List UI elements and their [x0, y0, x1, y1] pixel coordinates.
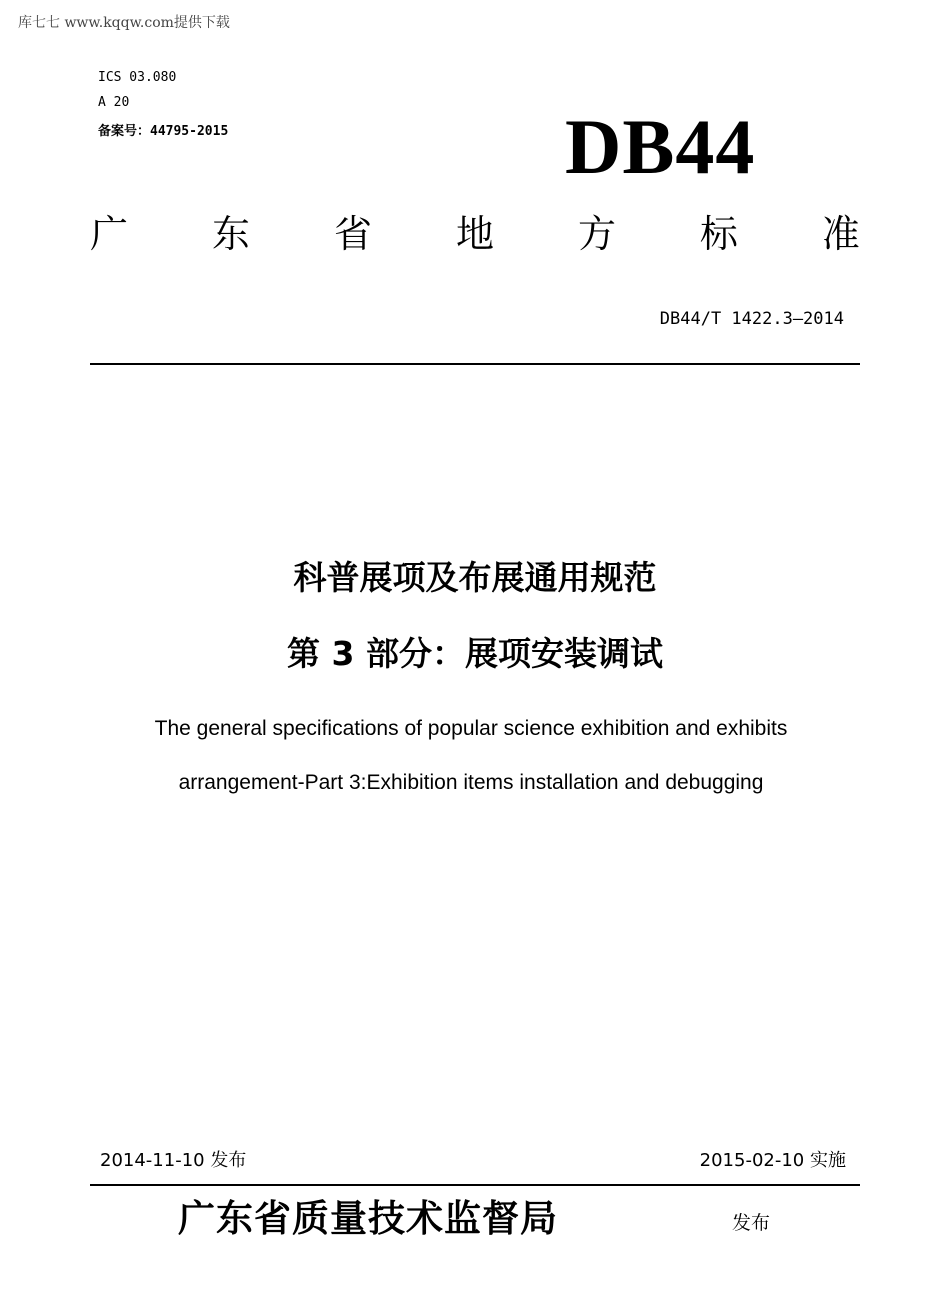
standard-kind-char: 标 [699, 212, 738, 256]
effective-date: 2015-02-10 实施 [699, 1150, 846, 1171]
standard-kind-char: 东 [211, 212, 250, 256]
standard-kind-char: 地 [455, 212, 494, 256]
release-date: 2014-11-10 发布 [100, 1150, 247, 1171]
standard-kind-char: 准 [821, 212, 860, 256]
title-en-line2: arrangement-Part 3:Exhibition items installation and debugging [178, 771, 764, 794]
footer-divider [90, 1184, 860, 1186]
db-code-logo: DB44 [565, 103, 756, 190]
standard-kind-char: 省 [333, 212, 372, 256]
title-en-line1: The general specifications of popular science exhibition and exhibits [154, 717, 788, 740]
header-divider [90, 363, 860, 365]
standard-number: DB44/T 1422.3—2014 [659, 309, 844, 329]
category-code: A 20 [98, 95, 130, 110]
standard-kind-char: 方 [577, 212, 616, 256]
title-cn-part: 第 3 部分：展项安装调试 [287, 634, 663, 673]
title-cn-main: 科普展项及布展通用规范 [293, 558, 657, 597]
publish-label: 发布 [732, 1212, 771, 1234]
ics-code: ICS 03.080 [98, 70, 177, 85]
standard-kind-char: 广 [90, 212, 129, 256]
standard-kind-title [90, 212, 860, 256]
publisher-name: 广东省质量技术监督局 [178, 1196, 558, 1240]
watermark-text: 库七七 www.kqqw.com提供下载 [18, 15, 230, 31]
filing-number: 备案号：44795-2015 [98, 124, 229, 139]
